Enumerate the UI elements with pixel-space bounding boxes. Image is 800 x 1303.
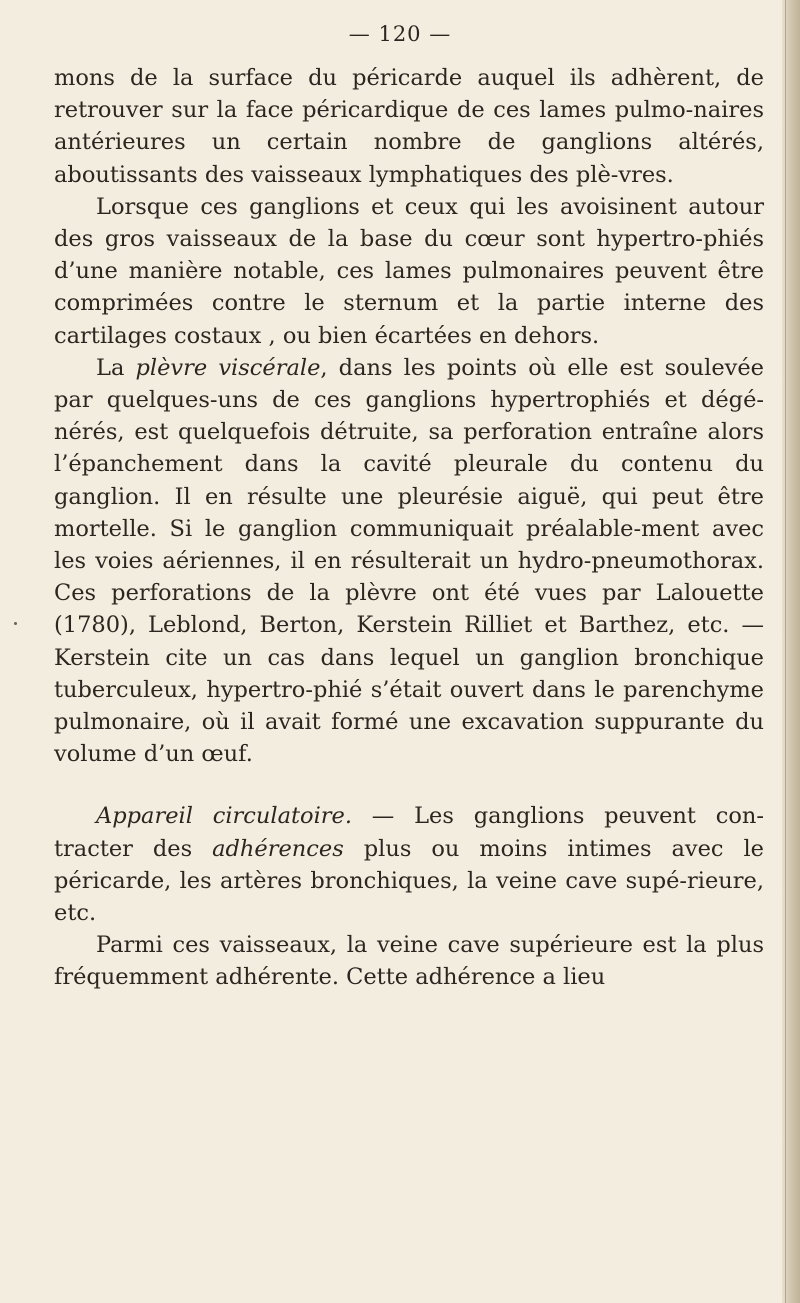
paragraph-text: Lorsque ces ganglions et ceux qui les avoisinent autour des gros vaisseaux de la base du cœur sont hypertro-phiés d’une manière notable, ces lames pulmonaires peuvent être comprimées contre le sternum et la partie interne des cartilages costaux , ou bien écartées en dehors.: [54, 193, 764, 349]
paragraph-4: [54, 800, 764, 929]
page-number-header: — 120 —: [348, 22, 452, 46]
section-title-appareil-circulatoire: Appareil circulatoire.: [96, 803, 352, 830]
paragraph-text: plus ou moins intimes avec le péricarde, les artères bronchiques, la veine cave supé-rieure, etc.: [54, 835, 764, 927]
paragraph-3: [54, 352, 764, 771]
page-edge: [782, 0, 800, 1303]
paragraph-5: [54, 929, 764, 993]
term-plevre-viscerale: plèvre viscérale: [135, 354, 321, 381]
paragraph-lead: La: [96, 354, 136, 381]
body-text: [54, 62, 764, 994]
paragraph-text-before: — Les ganglions peuvent con-tracter des: [54, 803, 764, 862]
paragraph-2: [54, 191, 764, 352]
paragraph-text: , dans les points où elle est soulevée par quelques-uns de ces ganglions hypertrophiés et dégé-nérés, est quelquefois détruite, sa perforation entraîne alors l’épanchement dans la cavité pleurale du contenu du ganglion. Il en résulte une pleurésie aiguë, qui peut être mortelle. Si le ganglion communiquait préalable-ment avec les voies aériennes, il en résulterait un hydro-pneumothorax. Ces perforations de la plèvre ont été vues par Lalouette (1780), Leblond, Berton, Kerstein Rilliet et Barthez, etc. — Kerstein cite un cas dans lequel un ganglion bronchique tuberculeux, hypertro-phié s’était ouvert dans le parenchyme pulmonaire, où il avait formé une excavation suppurante du volume d’un œuf.: [54, 354, 765, 768]
paragraph-text: Parmi ces vaisseaux, la veine cave supérieure est la plus fréquemment adhérente. Cette adhérence a lieu: [54, 932, 764, 991]
paragraph-1: [54, 62, 764, 191]
paragraph-text: mons de la surface du péricarde auquel ils adhèrent, de retrouver sur la face péricardique de ces lames pulmo-naires antérieures un certain nombre de ganglions altérés, aboutissants des vaisseaux lymphatiques des plè-vres.: [54, 65, 764, 188]
ink-speck: [14, 622, 17, 625]
term-adherences: adhérences: [212, 835, 344, 862]
